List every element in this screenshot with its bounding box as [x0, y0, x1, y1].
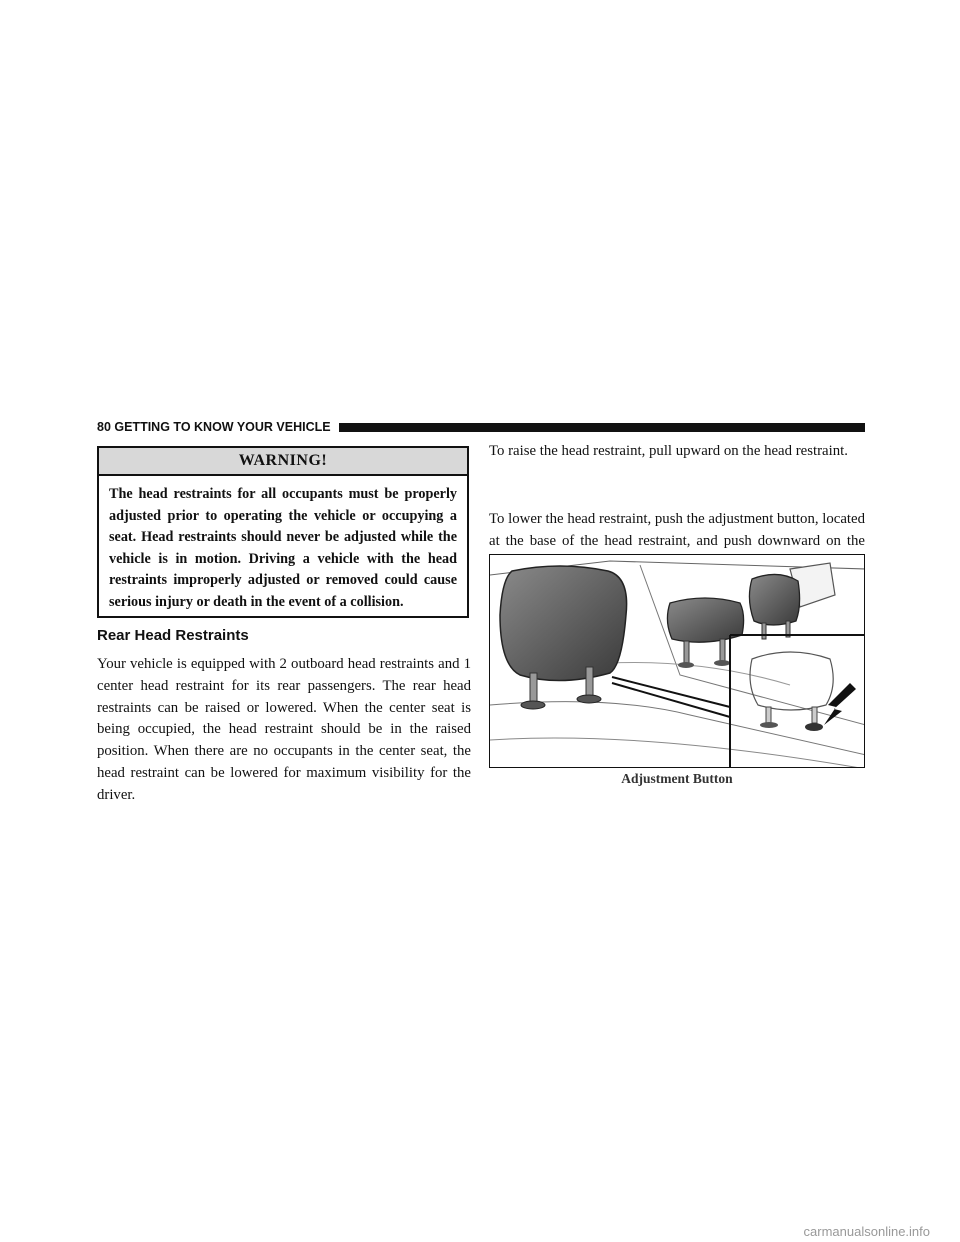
- watermark-text: carmanualsonline.info: [803, 1224, 930, 1239]
- figure-caption: Adjustment Button: [621, 771, 733, 786]
- warning-text: The head restraints for all occupants must be properly adjusted prior to operating the vehicle or occupying a seat. Head restraints should never be adjusted while the vehicle is in motion. Driving a vehicle with the head restraints improperly adjusted or removed could cause serious injury or death in the event of a collision.: [109, 486, 457, 610]
- section-heading: Rear Head Restraints: [97, 627, 249, 644]
- warning-box: [97, 446, 469, 618]
- page-number-label: 80 GETTING TO KNOW YOUR VEHICLE: [97, 420, 331, 434]
- raise-instructions: To raise the head restraint, pull upward on the head restraint.: [489, 443, 848, 459]
- lower-instructions: To lower the head restraint, push the adjustment button, located at the base of the head restraint, and push downward on the: [489, 511, 865, 549]
- head-restraint-illustration: [489, 554, 865, 768]
- header-rule: [339, 423, 865, 432]
- section-body: Your vehicle is equipped with 2 outboard head restraints and 1 center head restraint for its rear passengers. The rear head restraints can be raised or lowered. When the center seat is being occupied, the head restraint should be in the raised position. When there are no occupants in the center seat, the head restraint can be lowered for maximum visibility for the driver.: [97, 656, 471, 803]
- page-header: [97, 416, 865, 438]
- head-restraint-drawing: [490, 555, 865, 768]
- warning-title: WARNING!: [99, 448, 467, 476]
